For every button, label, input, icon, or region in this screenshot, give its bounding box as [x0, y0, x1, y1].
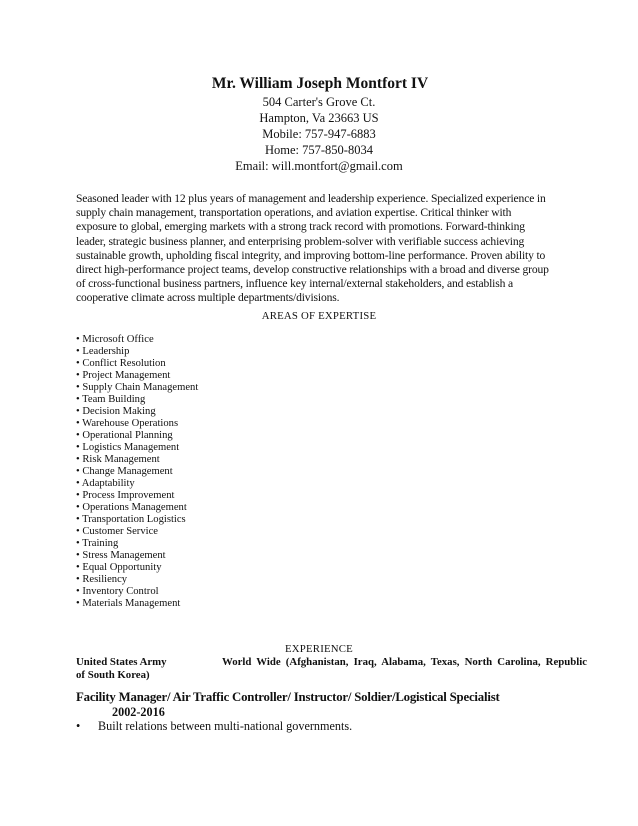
employer-name: United States Army	[76, 656, 167, 668]
summary-line: exposure to global, emerging markets with a strong track record with promotions. Forward-thinking	[76, 220, 525, 234]
list-item: • Process Improvement	[76, 490, 175, 501]
list-item: • Team Building	[76, 394, 146, 405]
list-item: • Equal Opportunity	[76, 562, 162, 573]
list-item: • Conflict Resolution	[76, 358, 166, 369]
address-line-1: 504 Carter's Grove Ct.	[262, 95, 376, 109]
list-item: • Operations Management	[76, 502, 187, 513]
email-address: Email: will.montfort@gmail.com	[235, 159, 403, 173]
list-item: • Project Management	[76, 370, 171, 381]
mobile-phone: Mobile: 757-947-6883	[262, 127, 376, 141]
experience-heading: EXPERIENCE	[285, 643, 353, 655]
summary-line: leader, strategic business planner, and enterprising problem-solver with verifiable success achieving	[76, 234, 525, 248]
expertise-heading: AREAS OF EXPERTISE	[261, 310, 377, 322]
summary-line: Seasoned leader with 12 plus years of management and leadership experience. Specialized experience in	[76, 192, 546, 205]
list-item: • Supply Chain Management	[76, 382, 199, 393]
list-item: • Operational Planning	[76, 430, 173, 441]
summary-line: direct high-performance project teams, develop constructive relationships with a broad and diverse group	[76, 263, 549, 277]
job-title: Facility Manager/ Air Traffic Controller/ Instructor/ Soldier/Logistical Specialist	[76, 690, 500, 704]
address-line-2: Hampton, Va 23663 US	[259, 111, 379, 125]
list-item: • Leadership	[76, 346, 130, 357]
list-item: • Warehouse Operations	[76, 418, 179, 429]
job-bullet-text: Built relations between multi-national governments.	[98, 719, 353, 733]
expertise-list	[76, 334, 198, 610]
list-item: • Decision Making	[76, 406, 156, 417]
employer-location: World Wide (Afghanistan, Iraq, Alabama, Texas, North Carolina, Republic	[222, 656, 588, 668]
candidate-name: Mr. William Joseph Montfort IV	[211, 75, 429, 92]
job-dates: 2002-2016	[112, 705, 165, 719]
list-item: • Training	[76, 538, 119, 549]
list-item: • Logistics Management	[76, 442, 180, 453]
summary-line: of cross-functional business partners, influence key internal/external stakeholders, and establish a	[76, 277, 514, 291]
summary-line: cooperative climate across multiple departments/divisions.	[76, 291, 340, 305]
summary-line: sustainable growth, upholding fiscal integrity, and improving bottom-line performance. Proven ability to	[76, 248, 546, 262]
list-item: • Stress Management	[76, 550, 166, 561]
list-item: • Materials Management	[76, 598, 181, 609]
list-item: • Inventory Control	[76, 586, 159, 597]
job-bullet	[76, 719, 352, 734]
list-item: • Risk Management	[76, 454, 160, 465]
resume-header	[0, 74, 638, 174]
list-item: • Adaptability	[76, 478, 135, 489]
list-item: • Resiliency	[76, 574, 128, 585]
list-item: • Transportation Logistics	[76, 514, 186, 525]
employer-location-continued: of South Korea)	[76, 669, 150, 681]
home-phone: Home: 757-850-8034	[265, 143, 373, 157]
list-item: • Change Management	[76, 466, 173, 477]
list-item: • Customer Service	[76, 526, 158, 537]
professional-summary	[76, 192, 572, 306]
bullet-icon: •	[76, 719, 81, 733]
list-item: • Microsoft Office	[76, 334, 154, 345]
summary-line: supply chain management, transportation operations, and aviation expertise. Critical thinker with	[76, 206, 512, 220]
